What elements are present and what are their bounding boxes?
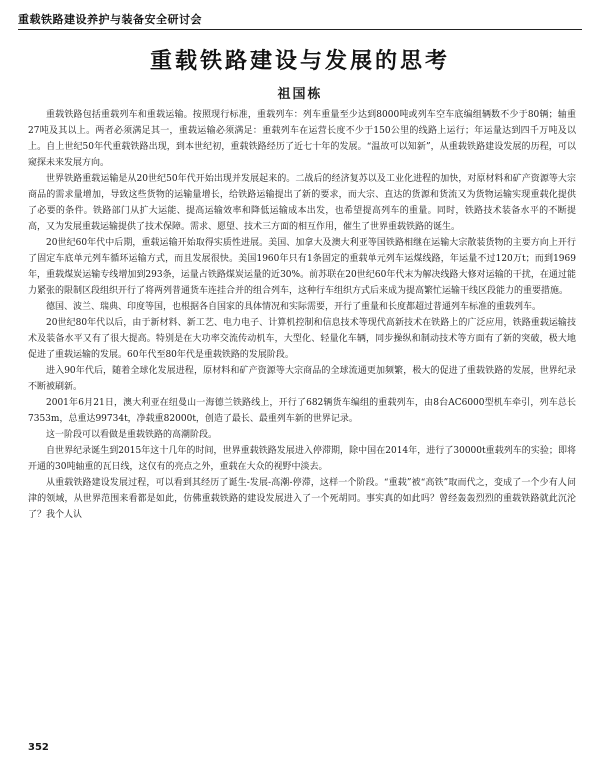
paragraph: 世界铁路重载运输是从20世纪50年代开始出现并发展起来的。二战后的经济复苏以及工业化进程的加快，对原材料和矿产资源等大宗商品的需求量增加，导致这些货物的运输量增长，给铁路运输提出了新的要求，而大宗、直达的货源和货流又为货物运输实现重载化提供了必要的条件。铁路部门从扩大运能、提高运输效率和降低运输成本出发，也希望提高列车的重量。同时，铁路技术装备水平的不断提高，又为发展重载运输提供了技术保障。需求、愿望、技术三方面的相互作用，催生了世界重载铁路的诞生。 <box>28 174 576 232</box>
paragraph: 20世纪80年代以后，由于新材料、新工艺、电力电子、计算机控制和信息技术等现代高新技术在铁路上的广泛应用，铁路重载运输技术及装备水平又有了很大提高。特别是在大功率交流传动机车，大型化、轻量化车辆，同步操纵和制动技术等方面有了新的突破，极大地促进了重载运输的发展。60年代至80年代是重载铁路的发展阶段。 <box>28 318 576 360</box>
paragraph: 重载铁路包括重载列车和重载运输。按照现行标准，重载列车：列车重量至少达到8000吨或列车空车底编组辆数不少于80辆；轴重27吨及其以上。两者必须满足其一，重载运输必须满足：重载列车在运营长度不少于150公里的线路上运行；年运量达到四千万吨及以上。自上世纪50年代重载铁路出现，到本世纪初，重载铁路经历了近七十年的发展。“温故可以知新”，从重载铁路建设发展的历程，可以窥探未来发展方向。 <box>28 110 576 168</box>
paragraph: 德国、波兰、瑞典、印度等国，也根据各自国家的具体情况和实际需要，开行了重量和长度都超过普通列车标准的重载列车。 <box>46 302 542 312</box>
article-author: 祖国栋 <box>277 87 323 102</box>
running-header <box>18 8 582 30</box>
page-number: 352 <box>28 742 49 753</box>
paragraph: 从重载铁路建设发展过程，可以看到其经历了诞生-发展-高潮-停滞，这样一个阶段。“重载”被“高铁”取而代之，变成了一个少有人问津的领域，从世界范围来看都是如此，仿佛重载铁路的建设发展进入了一个死胡同。事实真的如此吗？曾经轰轰烈烈的重载铁路就此沉沦了？我个人认 <box>28 478 576 520</box>
paragraph: 自世界纪录诞生到2015年这十几年的时间，世界重载铁路发展进入停滞期，除中国在2014年，进行了30000t重载列车的实验；即将开通的30吨轴重的瓦日线，这仅有的亮点之外，重载在大众的视野中淡去。 <box>28 446 576 472</box>
paragraph: 2001年6月21日，澳大利亚在纽曼山一海德兰铁路线上，开行了682辆货车编组的重载列车，由8台AC6000型机车牵引，列车总长7353m，总重达99734t，净载重82000t，创造了最长、最重列车新的世界记录。 <box>28 398 576 424</box>
article-title: 重载铁路建设与发展的思考 <box>149 48 450 74</box>
paragraph: 进入90年代后，随着全球化发展进程，原材料和矿产资源等大宗商品的全球流通更加频繁，极大的促进了重载铁路的发展，世界纪录不断被刷新。 <box>28 366 576 392</box>
paragraph: 20世纪60年代中后期，重载运输开始取得实质性进展。美国、加拿大及澳大利亚等国铁路相继在运输大宗散装货物的主要方向上开行了固定车底单元列车循环运输方式，而且发展很快。美国1960年只有1条固定的重载单元列车运煤线路，年运量不过120万t；而到1969年，重载煤炭运输专线增加到293条，运量占铁路煤炭运量的近30%。前苏联在20世纪60年代末为解决线路大修对运输的干扰，在通过能力紧张的限制区段组织开行了将两列普通货车连挂合并的组合列车，这种行车组织方式后来成为提高繁忙运输干线区段能力的重要措施。 <box>28 238 576 296</box>
header-text: 重载铁路建设养护与装备安全研讨会 <box>18 13 202 26</box>
article-body <box>28 107 576 523</box>
paragraph: 这一阶段可以看做是重载铁路的高潮阶段。 <box>46 430 218 440</box>
